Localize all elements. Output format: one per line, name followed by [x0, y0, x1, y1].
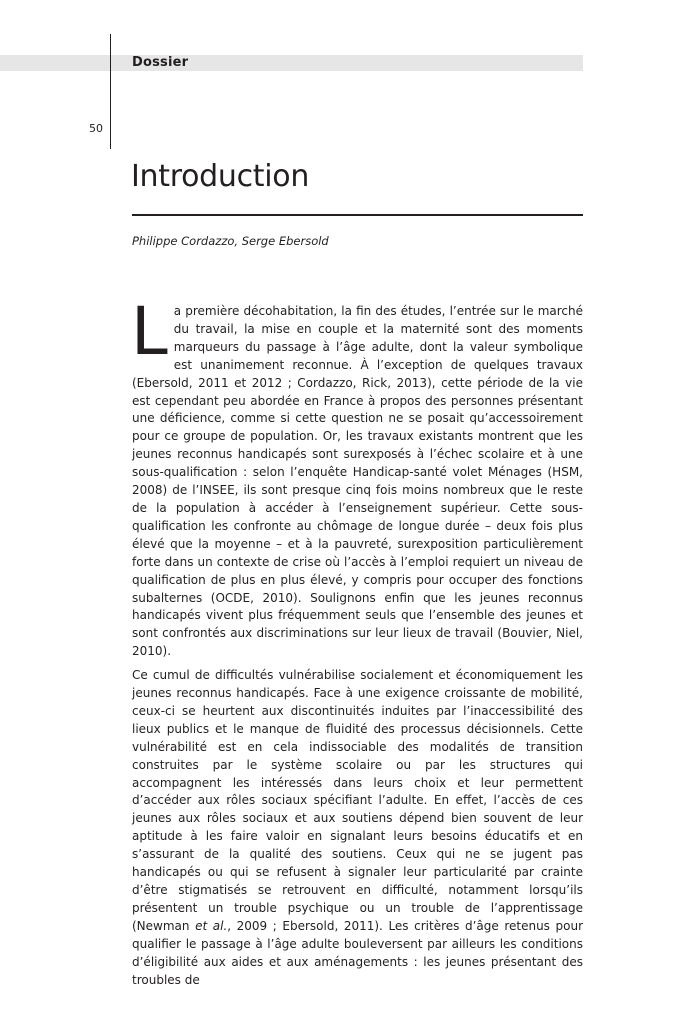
margin-rule — [110, 34, 111, 149]
article-title: Introduction — [131, 159, 310, 194]
drop-cap: L — [131, 293, 168, 370]
section-label: Dossier — [132, 55, 189, 70]
paragraph-2-text-a: Ce cumul de difficultés vulnérabilise socialement et économiquement les jeunes reconnus handicapés. Face à une exigence croissante de mobilité, ceux-ci se heurtent aux discontinuités induites par l’inaccessibilité des lieux publics et le manque de fluidité des processus décisionnels. Cette vulnérabilité est en cela indissociable des modalités de transition construites par le système scolaire ou par les structures qui accompagnent les intéressés dans leurs choix et leur permettent d’accéder aux rôles sociaux spécifiant l’adulte. En effet, l’accès de ces jeunes aux rôles sociaux et aux soutiens dépend bien souvent de leur aptitude à les faire valoir en signalant leurs besoins éducatifs et en s’assurant de la qualité des soutiens. Ceux qui ne se jugent pas handicapés ou qui se refusent à signaler leur particularité par crainte d’être stigmatisés se retrouvent en difficulté, notamment lorsqu’ils présentent un trouble psychique ou un trouble de l’apprentissage (Newman — [132, 668, 583, 933]
title-underline — [132, 214, 583, 216]
paragraph-1-text: a première décohabitation, la fin des études, l’entrée sur le marché du travail, la mise en couple et la maternité sont des moments marqueurs du passage à l’âge adulte, dont la valeur symbolique est unanimement reconnue. À l’exception de quelques travaux (Ebersold, 2011 et 2012 ; Cordazzo, Rick, 2013), cette période de la vie est cependant peu abordée en France à propos des personnes présentant une déficience, comme si cette question ne se posait qu’accessoirement pour ce groupe de population. Or, les travaux existants montrent que les jeunes reconnus handicapés sont surexposés à l’échec scolaire et à une sous-qualification : selon l’enquête Handicap-santé volet Ménages (HSM, 2008) de l’INSEE, ils sont presque cinq fois moins nombreux que le reste de la population à accéder à l’enseignement supérieur. Cette sous-qualification les confronte au chômage de longue durée – deux fois plus élevé que la moyenne – et à la pauvreté, surexposition particulièrement forte dans un contexte de crise où l’accès à l’emploi requiert un niveau de qualification de plus en plus élevé, y compris pour occuper des fonctions subalternes (OCDE, 2010). Soulignons enfin que les jeunes reconnus handicapés vivent plus fréquemment seuls que l’ensemble des jeunes et sont confrontés aux discriminations sur leur lieux de travail (Bouvier, Niel, 2010). — [132, 304, 583, 659]
paragraph-2 — [132, 667, 583, 989]
section-header-band — [0, 55, 583, 71]
article-authors: Philippe Cordazzo, Serge Ebersold — [132, 234, 329, 248]
article-body — [131, 293, 584, 989]
page-number: 50 — [89, 122, 103, 135]
paragraph-1 — [131, 293, 583, 661]
paragraph-2-italic: et al. — [195, 918, 228, 933]
paragraph-2-text-b: , 2009 ; Ebersold, 2011). Les critères d’âge retenus pour qualifier le passage à l’âge adulte bouleversent par ailleurs les conditions d’éligibilité aux aides et aux aménagements : les jeunes présentant des troubles de — [132, 918, 584, 987]
